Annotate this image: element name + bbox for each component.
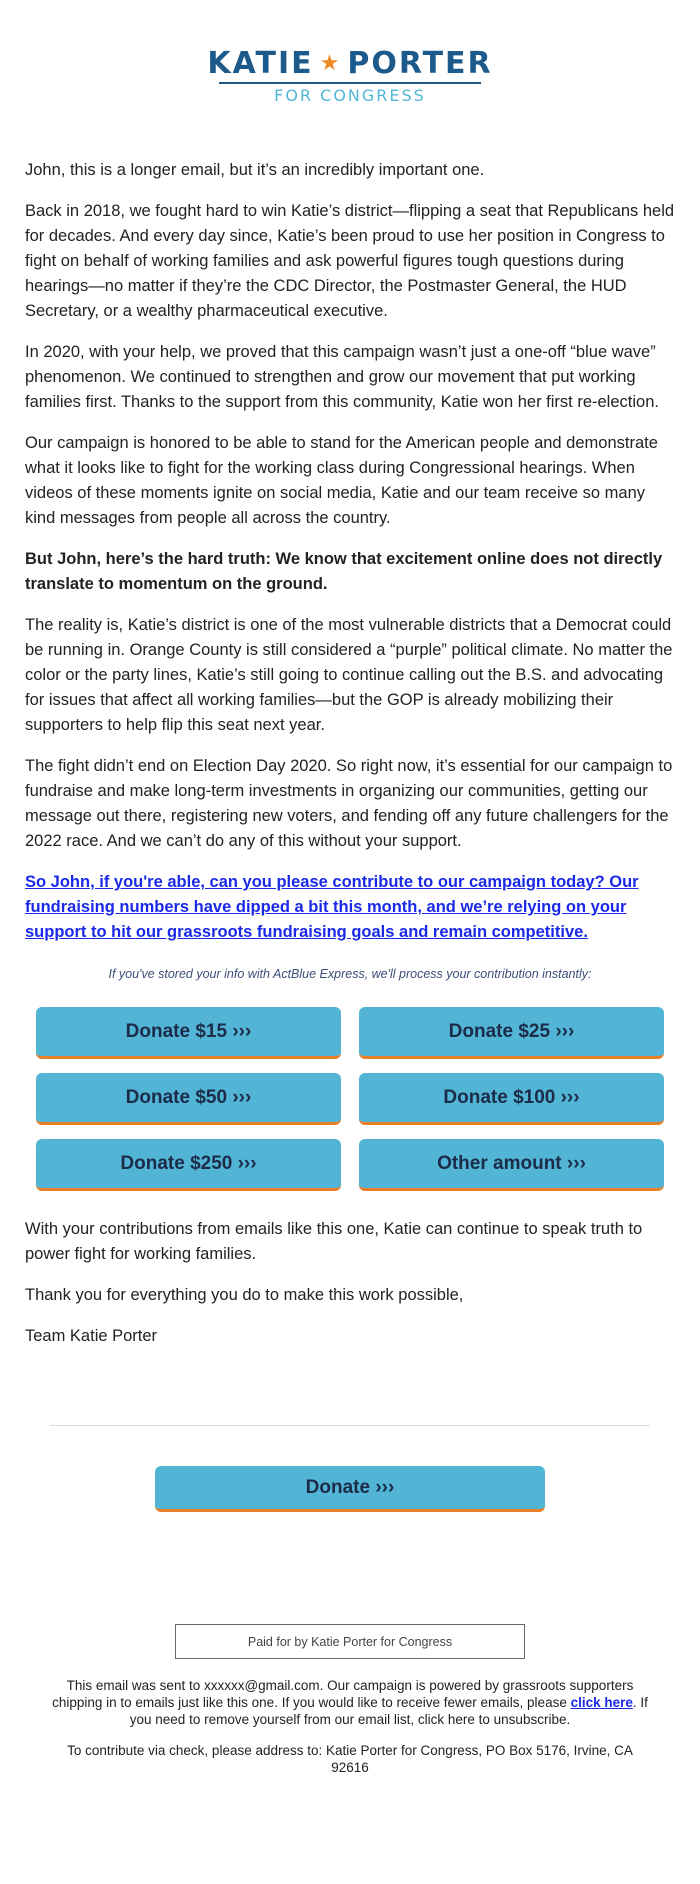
main-donate-button[interactable]: Donate ›››: [155, 1466, 545, 1512]
body-paragraph: Our campaign is honored to be able to stand for the American people and demonstrate what it looks like to fight for the working class during Congressional hearings. When videos of these moments ignite on social media, Katie and our team receive so many kind messages from people all across the country.: [25, 434, 658, 527]
body-paragraph: In 2020, with your help, we proved that this campaign wasn’t just a one-off “blue wave” phenomenon. We continued to strengthen and grow our movement that put working families first. Thanks to the support from this community, Katie won her first re-election.: [25, 343, 659, 411]
actblue-express-note: If you've stored your info with ActBlue Express, we'll process your contribution instantly:: [108, 967, 592, 981]
body-paragraph: The reality is, Katie’s district is one of the most vulnerable districts that a Democrat could be running in. Orange County is still considered a “purple” political climate. No matter the color or the party lines, Katie’s still going to continue calling out the B.S. and advocating for issues that affect all working families—but the GOP is already mobilizing their supporters to help flip this seat next year.: [25, 616, 673, 734]
contribute-link[interactable]: So John, if you're able, can you please contribute to our campaign today? Our fundraising numbers have dipped a bit this month, and we’re relying on your support to hit our grassroots fundraising goals and remain competitive.: [25, 873, 639, 941]
footer-notice-text-2: . If you need to remove yourself from our email list, click here to unsubscribe.: [129, 1695, 648, 1727]
donate-250-button[interactable]: Donate $250 ›››: [36, 1139, 341, 1191]
logo-name-right: PORTER: [347, 46, 493, 81]
paid-for-disclaimer: Paid for by Katie Porter for Congress: [175, 1624, 525, 1659]
logo-subtitle: FOR CONGRESS: [274, 86, 426, 105]
star-icon: ★: [319, 51, 342, 76]
paid-for-wrap: [0, 1624, 700, 1659]
donate-button-grid: [0, 1007, 700, 1191]
section-divider: [50, 1425, 650, 1426]
signature: Team Katie Porter: [25, 1327, 158, 1345]
donate-50-button[interactable]: Donate $50 ›››: [36, 1073, 341, 1125]
footer-notice-text: This email was sent to xxxxxx@gmail.com. Our campaign is powered by grassroots supporters chipping in to emails just like this one. If you would like to receive fewer emails, please: [52, 1678, 634, 1710]
footer-check-address: To contribute via check, please address to: Katie Porter for Congress, PO Box 5176, Irvine, CA 92616: [67, 1743, 633, 1775]
body-paragraph: The fight didn’t end on Election Day 2020. So right now, it’s essential for our campaign to fundraise and make long-term investments in organizing our communities, getting our message out there, registering new voters, and fending off any future challengers for the 2022 race. And we can’t do any of this without your support.: [25, 757, 673, 850]
closing-paragraph: With your contributions from emails like this one, Katie can continue to speak truth to power fight for working families.: [25, 1220, 643, 1263]
footer-email-notice: [50, 1677, 650, 1728]
logo-wordmark: [207, 48, 492, 80]
body-paragraph: Back in 2018, we fought hard to win Katie’s district—flipping a seat that Republicans held for decades. And every day since, Katie’s been proud to use her position in Congress to fight on behalf of working families and ask powerful figures tough questions during hearings—no matter if they’re the CDC Director, the Postmaster General, the HUD Secretary, or a wealthy pharmaceutical executive.: [25, 202, 675, 320]
campaign-logo: [0, 0, 700, 110]
closing-thanks: Thank you for everything you do to make this work possible,: [25, 1286, 464, 1304]
logo-divider: [219, 82, 481, 84]
bold-paragraph: But John, here’s the hard truth: We know that excitement online does not directly translate to momentum on the ground.: [25, 550, 663, 593]
body-paragraph: John, this is a longer email, but it’s an incredibly important one.: [25, 161, 485, 179]
donate-other-amount-button[interactable]: Other amount ›››: [359, 1139, 664, 1191]
donate-15-button[interactable]: Donate $15 ›››: [36, 1007, 341, 1059]
donate-25-button[interactable]: Donate $25 ›››: [359, 1007, 664, 1059]
logo-name-left: KATIE: [207, 46, 314, 81]
donate-100-button[interactable]: Donate $100 ›››: [359, 1073, 664, 1125]
main-donate-wrap: [0, 1466, 700, 1512]
cta-paragraph: [25, 870, 675, 945]
email-body: [0, 110, 700, 981]
closing-section: [0, 1191, 700, 1349]
fewer-emails-link[interactable]: click here: [570, 1695, 633, 1710]
email-footer: [0, 1659, 700, 1776]
